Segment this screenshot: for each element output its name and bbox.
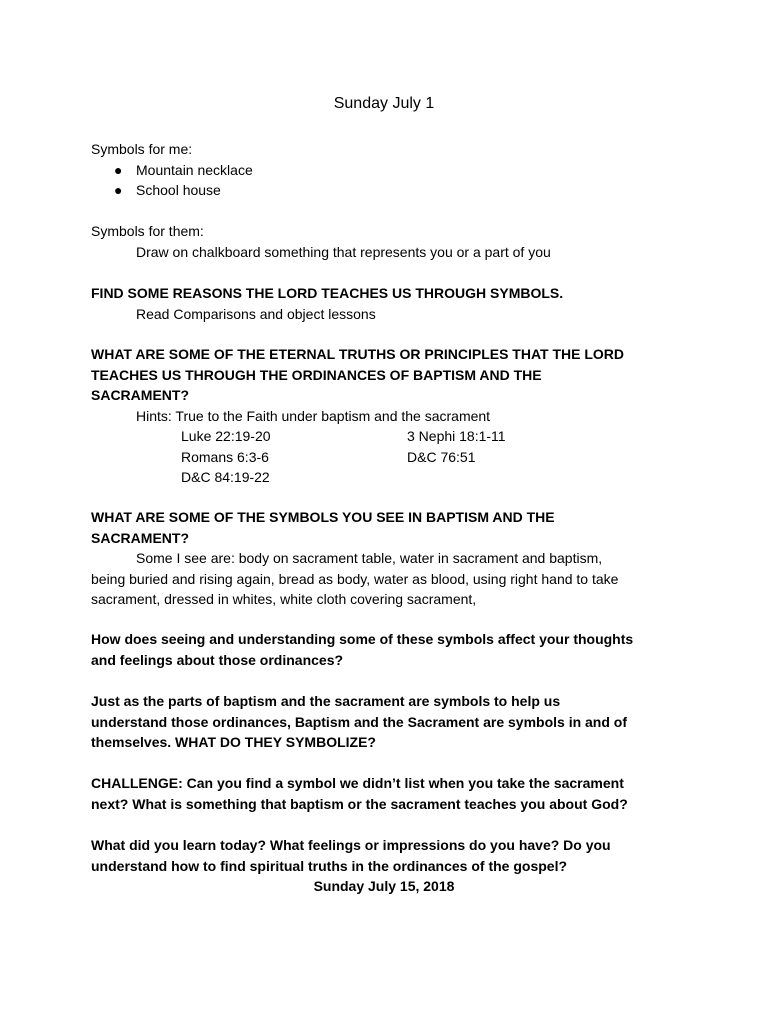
reference-row bbox=[181, 447, 691, 468]
symbols-for-me-section bbox=[91, 139, 691, 201]
reasons-section bbox=[91, 283, 691, 324]
symbols-seen-text-line: sacrament, dressed in whites, white cloth covering sacrament, bbox=[91, 591, 477, 607]
scripture-reference: D&C 76:51 bbox=[407, 448, 476, 465]
symbols-for-me-list bbox=[91, 160, 691, 201]
list-item-text: School house bbox=[136, 182, 221, 198]
closing-section bbox=[91, 835, 691, 897]
closing-line: What did you learn today? What feelings or impressions do you have? Do you bbox=[91, 837, 611, 853]
bullet-icon: ● bbox=[114, 182, 123, 198]
symbols-seen-heading-line: SACRAMENT? bbox=[91, 529, 189, 546]
reference-row bbox=[181, 467, 691, 488]
list-item bbox=[91, 180, 691, 201]
challenge-line: CHALLENGE: Can you find a symbol we didn’t list when you take the sacrament bbox=[91, 775, 624, 791]
symbols-seen-heading-line: WHAT ARE SOME OF THE SYMBOLS YOU SEE IN BAPTISM AND THE bbox=[91, 509, 555, 525]
symbolize-question-line: understand those ordinances, Baptism and the Sacrament are symbols in and of bbox=[91, 713, 628, 730]
eternal-truths-heading-line: TEACHES US THROUGH THE ORDINANCES OF BAPTISM AND THE bbox=[91, 366, 542, 383]
eternal-truths-section bbox=[91, 344, 691, 488]
list-item bbox=[91, 160, 691, 181]
symbols-seen-section bbox=[91, 507, 691, 610]
symbols-seen-text-line: Some I see are: body on sacrament table, water in sacrament and baptism, bbox=[136, 550, 603, 566]
next-lesson-date: Sunday July 15, 2018 bbox=[313, 878, 455, 894]
hints-text: Hints: True to the Faith under baptism and the sacrament bbox=[136, 407, 491, 424]
eternal-truths-heading-line: WHAT ARE SOME OF THE ETERNAL TRUTHS OR PRINCIPLES THAT THE LORD bbox=[91, 346, 625, 362]
symbolize-question-line: Just as the parts of baptism and the sacrament are symbols to help us bbox=[91, 693, 561, 709]
bullet-icon: ● bbox=[114, 161, 123, 178]
symbols-for-them-section bbox=[91, 221, 691, 262]
scripture-reference: Romans 6:3-6 bbox=[181, 448, 269, 465]
scripture-reference: D&C 84:19-22 bbox=[181, 469, 270, 485]
symbols-for-them-text: Draw on chalkboard something that represents you or a part of you bbox=[136, 243, 551, 260]
reasons-text: Read Comparisons and object lessons bbox=[136, 305, 376, 322]
symbolize-question-line: themselves. WHAT DO THEY SYMBOLIZE? bbox=[91, 734, 376, 750]
affect-question-line: How does seeing and understanding some of these symbols affect your thoughts bbox=[91, 631, 634, 647]
eternal-truths-heading-line: SACRAMENT? bbox=[91, 387, 189, 403]
symbols-seen-text-line: being buried and rising again, bread as body, water as blood, using right hand to take bbox=[91, 570, 619, 587]
reasons-heading: FIND SOME REASONS THE LORD TEACHES US THROUGH SYMBOLS. bbox=[91, 285, 564, 301]
symbols-for-me-heading: Symbols for me: bbox=[91, 141, 193, 157]
challenge-section bbox=[91, 773, 691, 814]
symbols-for-them-heading: Symbols for them: bbox=[91, 223, 204, 239]
scripture-reference: Luke 22:19-20 bbox=[181, 428, 271, 444]
affect-question-line: and feelings about those ordinances? bbox=[91, 651, 344, 668]
scripture-references bbox=[91, 426, 691, 488]
closing-line: understand how to find spiritual truths in the ordinances of the gospel? bbox=[91, 857, 568, 874]
scripture-reference: 3 Nephi 18:1-11 bbox=[407, 428, 506, 444]
reference-row bbox=[181, 426, 691, 447]
challenge-line: next? What is something that baptism or the sacrament teaches you about God? bbox=[91, 795, 628, 812]
symbolize-question bbox=[91, 691, 691, 753]
affect-question bbox=[91, 629, 691, 670]
page-title: Sunday July 1 bbox=[333, 95, 435, 112]
list-item-text: Mountain necklace bbox=[136, 161, 253, 178]
